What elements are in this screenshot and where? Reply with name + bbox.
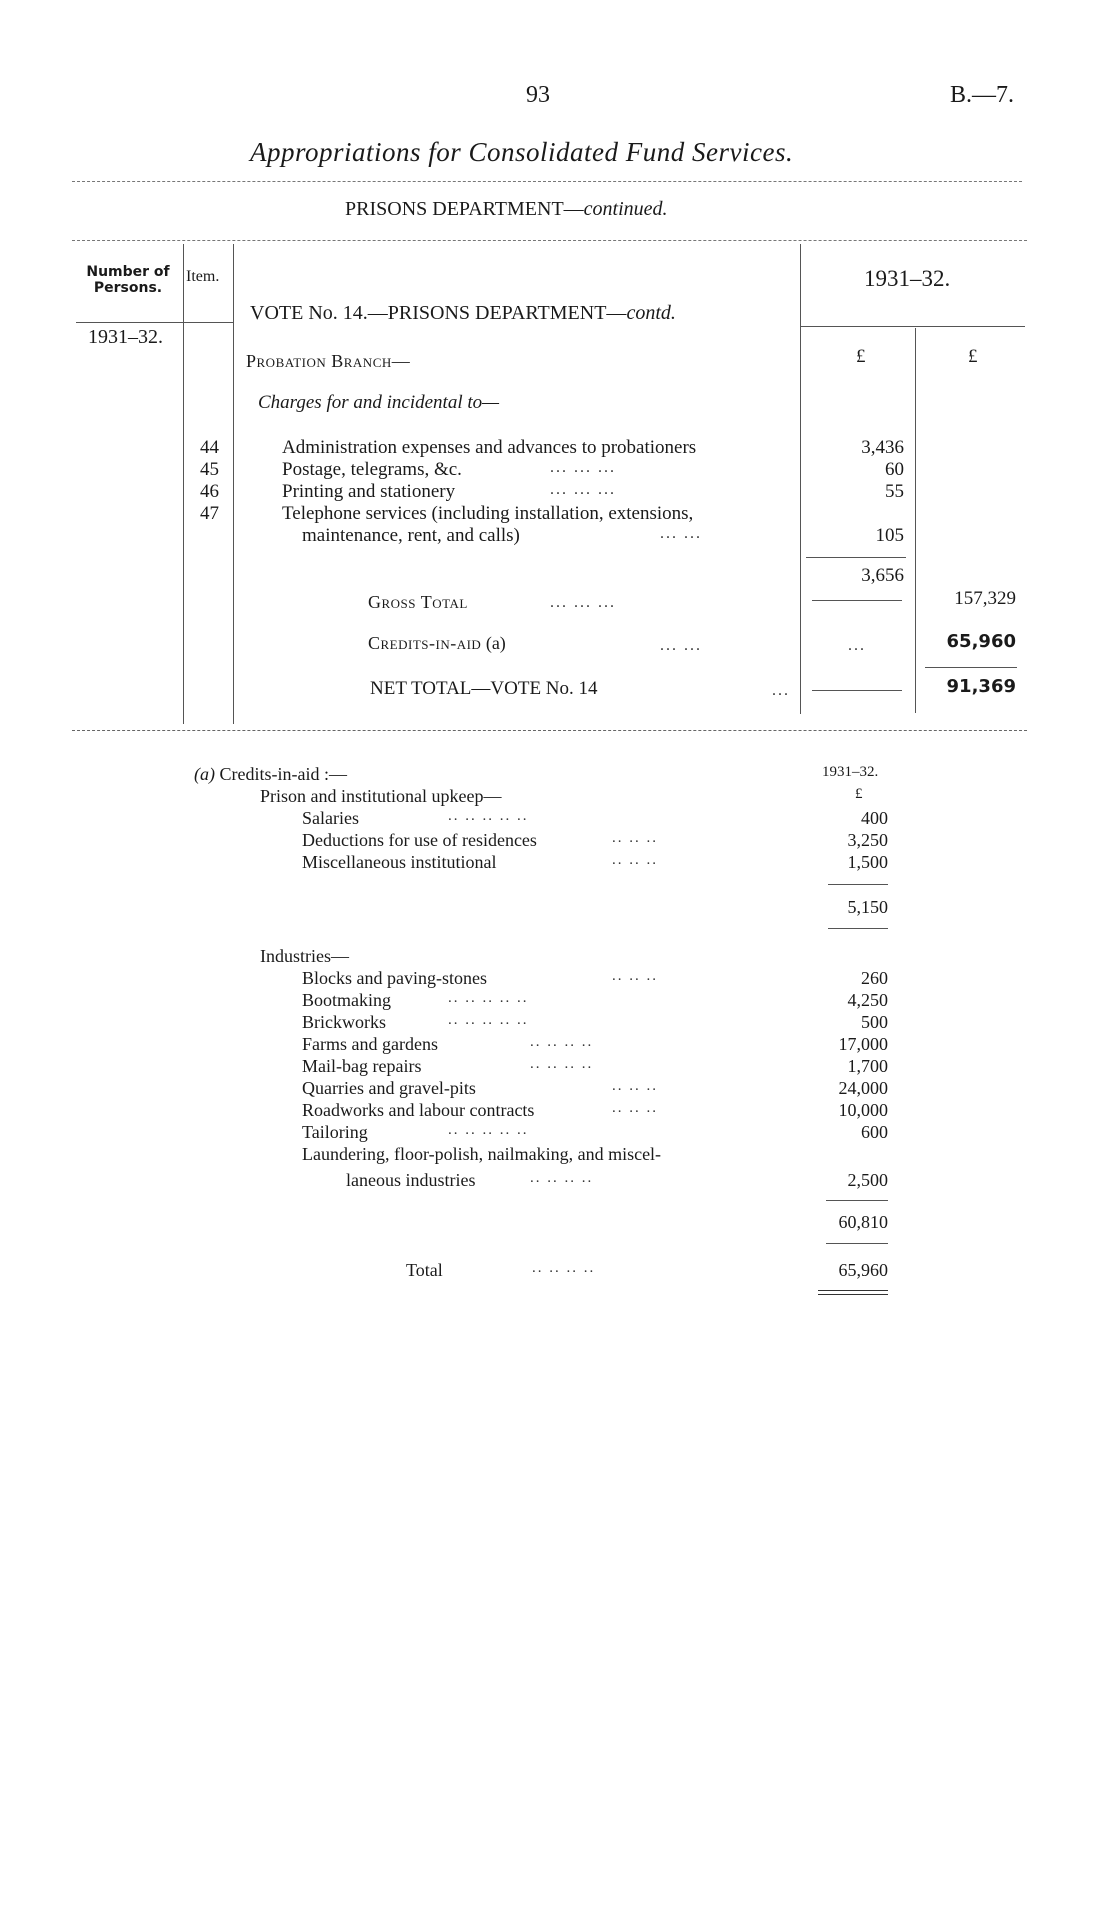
page-number: 93 — [526, 82, 550, 108]
prison-subtotal: 5,150 — [847, 897, 888, 917]
footnote-total-dots: .. .. .. .. — [532, 1260, 596, 1276]
industries-heading: Industries— — [260, 946, 349, 966]
footnote-item-label: Mail-bag repairs — [302, 1056, 422, 1076]
footnote-item-label: Deductions for use of residences — [302, 830, 537, 850]
footnote-item-value: 3,250 — [847, 830, 888, 850]
table-top-rule — [72, 240, 1027, 241]
footnote-item-dots: .. .. .. — [612, 830, 658, 846]
footnote-item-dots: .. .. .. .. .. — [448, 990, 529, 1006]
footnote-item-dots: .. .. .. — [612, 1100, 658, 1116]
footnote-item-dots: .. .. .. .. .. — [448, 1122, 529, 1138]
header-item: Item. — [186, 268, 220, 285]
item-leader-dots: ... ... ... — [550, 459, 616, 476]
column-divider — [183, 244, 184, 724]
industries-subtotal-underline — [826, 1243, 888, 1244]
item-description: Administration expenses and advances to probationers — [282, 437, 697, 458]
net-total-label: NET TOTAL—VOTE No. 14 — [370, 678, 598, 699]
header-underline — [800, 326, 1025, 327]
footnote-item-value: 2,500 — [847, 1170, 888, 1190]
credits-in-aid-ref: (a) — [485, 633, 506, 653]
footnote-item-label: Tailoring — [302, 1122, 368, 1142]
footnote-item-dots: .. .. .. .. — [530, 1056, 594, 1072]
item-amount: 3,436 — [861, 437, 904, 458]
item-leader-dots: ... ... ... — [550, 481, 616, 498]
credits-in-aid-mid-dots: ... — [848, 637, 866, 654]
footnote-subtotal-underline — [828, 928, 888, 929]
subtitle-main: PRISONS DEPARTMENT— — [345, 198, 584, 220]
footnote-item-label: Bootmaking — [302, 990, 391, 1010]
footnote-item-dots: .. .. .. — [612, 968, 658, 984]
footnote-item-value: 1,700 — [847, 1056, 888, 1076]
pound-sign-gross: £ — [856, 346, 866, 367]
credits-in-aid-text: Credits-in-aid — [368, 633, 482, 653]
header-number-of-persons: Number of Persons. — [86, 264, 170, 296]
item-amount: 105 — [875, 525, 904, 546]
persons-year: 1931–32. — [88, 326, 163, 348]
footnote-item-label: Brickworks — [302, 1012, 386, 1032]
item-leader-dots: ... ... — [660, 525, 702, 542]
footnote-item-value: 400 — [861, 808, 888, 828]
title-rule — [72, 181, 1022, 182]
footnote-item-value: 10,000 — [838, 1100, 888, 1120]
item-number: 44 — [200, 437, 219, 458]
header-underline — [76, 322, 233, 323]
net-total-rule — [925, 667, 1017, 668]
prison-upkeep-heading: Prison and institutional upkeep— — [260, 786, 502, 806]
footnote-item-label-continued: laneous industries — [346, 1170, 476, 1190]
gross-total-label: Gross Total — [368, 592, 468, 612]
credits-in-aid-value: 65,960 — [946, 631, 1016, 652]
footnote-item-dots: .. .. .. .. .. — [448, 808, 529, 824]
vote-heading — [250, 302, 676, 325]
credits-in-aid-dots: ... ... — [660, 637, 702, 654]
footnote-item-label: Laundering, floor-polish, nailmaking, and miscel- — [302, 1144, 662, 1164]
footnote-item-label: Miscellaneous institutional — [302, 852, 497, 872]
header-year: 1931–32. — [864, 266, 951, 291]
page-title: Appropriations for Consolidated Fund Services. — [250, 137, 794, 167]
column-divider — [800, 244, 801, 714]
footnote-marker: (a) — [194, 764, 215, 784]
subtitle-continued: continued. — [583, 198, 668, 220]
footnote-total-value: 65,960 — [838, 1260, 888, 1280]
total-double-rule — [818, 1290, 888, 1291]
subtotal-value: 3,656 — [861, 565, 904, 586]
item-amount: 55 — [885, 481, 904, 502]
footnote-year: 1931–32. — [822, 764, 879, 780]
footnote-item-dots: .. .. .. .. — [530, 1034, 594, 1050]
footnote-item-label: Quarries and gravel-pits — [302, 1078, 476, 1098]
item-number: 46 — [200, 481, 219, 502]
footnote-item-value: 4,250 — [847, 990, 888, 1010]
table-bottom-rule — [72, 730, 1027, 731]
item-number: 45 — [200, 459, 219, 480]
net-total-value: 91,369 — [946, 676, 1016, 697]
footnote-item-value: 600 — [861, 1122, 888, 1142]
vote-heading-main: VOTE No. 14.—PRISONS DEPARTMENT— — [250, 302, 627, 324]
footnote-item-dots: .. .. .. — [612, 1078, 658, 1094]
branch-heading: Probation Branch— — [246, 351, 411, 371]
net-total-dots: ... — [772, 682, 790, 699]
pound-sign-net: £ — [968, 346, 978, 367]
gross-total-value: 157,329 — [954, 588, 1016, 609]
footnote-item-dots: .. .. .. .. — [530, 1170, 594, 1186]
item-description: Printing and stationery — [282, 481, 456, 502]
item-number: 47 — [200, 503, 219, 524]
item-amount: 60 — [885, 459, 904, 480]
vote-heading-contd: contd. — [626, 302, 676, 324]
footnote-total-label: Total — [406, 1260, 443, 1280]
item-description: Postage, telegrams, &c. — [282, 459, 462, 480]
footnote-item-value: 500 — [861, 1012, 888, 1032]
subtotal-rule — [806, 557, 906, 558]
footnote-heading — [194, 764, 347, 785]
credits-in-aid-label — [368, 633, 506, 654]
footnote-item-label: Blocks and paving-stones — [302, 968, 487, 988]
footnote-item-label: Salaries — [302, 808, 359, 828]
document-reference: B.—7. — [950, 82, 1015, 108]
footnote-item-value: 1,500 — [847, 852, 888, 872]
footnote-item-value: 260 — [861, 968, 888, 988]
footnote-item-label: Roadworks and labour contracts — [302, 1100, 535, 1120]
footnote-heading-text: Credits-in-aid :— — [219, 764, 347, 784]
column-divider — [233, 244, 234, 724]
subtotal-underline — [812, 600, 902, 601]
footnote-item-dots: .. .. .. .. .. — [448, 1012, 529, 1028]
net-total-midrule — [812, 690, 902, 691]
column-divider — [915, 328, 916, 713]
page-subtitle — [345, 198, 668, 221]
total-double-rule — [818, 1294, 888, 1295]
industries-subtotal: 60,810 — [838, 1212, 888, 1232]
footnote-pound: £ — [855, 786, 863, 802]
item-description: Telephone services (including installation, extensions, — [282, 503, 694, 524]
item-description-continued: maintenance, rent, and calls) — [302, 525, 520, 546]
charges-heading: Charges for and incidental to— — [258, 392, 500, 413]
footnote-subtotal-rule — [828, 884, 888, 885]
industries-subtotal-rule — [826, 1200, 888, 1201]
footnote-item-value: 24,000 — [838, 1078, 888, 1098]
footnote-item-label: Farms and gardens — [302, 1034, 438, 1054]
footnote-item-dots: .. .. .. — [612, 852, 658, 868]
gross-total-dots: ... ... ... — [550, 594, 616, 611]
footnote-item-value: 17,000 — [838, 1034, 888, 1054]
